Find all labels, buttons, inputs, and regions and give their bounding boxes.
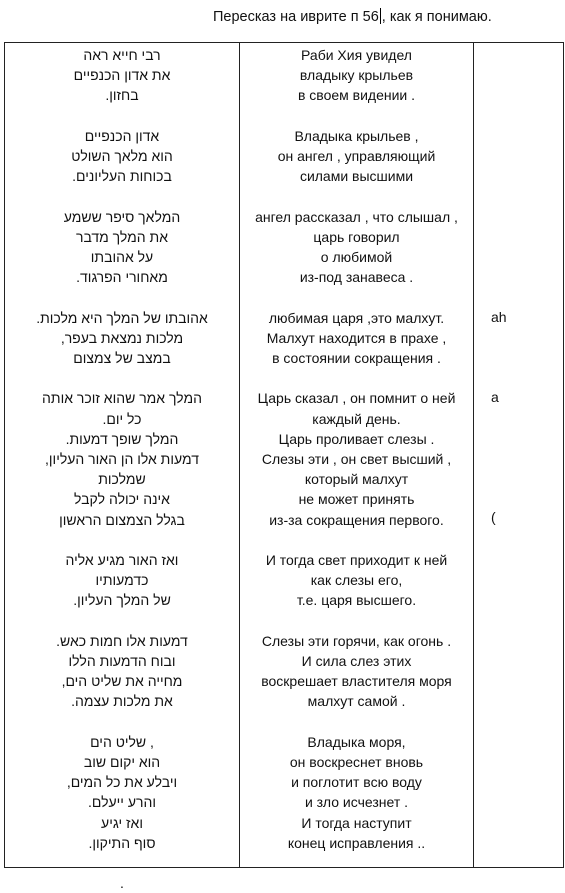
verse-line: של המלך העליון.: [73, 592, 171, 609]
stanza-gap: [5, 106, 239, 126]
english-fragment: (: [491, 509, 496, 526]
verse-line: כדמעותיו: [95, 572, 149, 589]
verse-line: אהובתו של המלך היא מלכות.: [36, 309, 208, 326]
verse-line: ואז האור מגיע אליה: [65, 552, 179, 568]
stanza-gap: [5, 287, 239, 307]
stanza: [240, 388, 473, 529]
stanza: [240, 126, 473, 187]
verse-line: в состоянии сокращения .: [272, 350, 441, 366]
stanza: [240, 45, 473, 106]
verse-line: любимая царя ,это малхут.: [268, 309, 445, 326]
verse-line: малхут самой .: [307, 693, 406, 710]
verse-line: как слезы его,: [310, 572, 403, 589]
verse-line: ויבלע את כל המים,: [66, 774, 178, 791]
verse-line: Царь сказал , он помнит о ней: [257, 390, 456, 407]
english-column-partial: [475, 45, 565, 528]
stanza: [5, 631, 239, 712]
verse-line: את אדון הכנפיים: [73, 67, 171, 84]
verse-line: את המלך מדבר: [75, 228, 169, 245]
verse-line: т.е. царя высшего.: [296, 592, 417, 609]
stanza: [5, 207, 239, 288]
verse-line: он воскреснет вновь: [289, 754, 424, 770]
verse-line: כל יום.: [102, 410, 142, 427]
column-divider-2: [473, 43, 474, 867]
verse-line: из-за сокращения первого.: [269, 511, 444, 528]
stanza: [240, 550, 473, 611]
verse-line: .: [120, 875, 124, 892]
verse-line: רבי חייא ראה: [83, 47, 161, 63]
stanza: [240, 631, 473, 712]
stanza: [240, 207, 473, 288]
verse-line: И тогда свет приходит к ней: [265, 552, 448, 568]
verse-line: סוף התיקון.: [88, 834, 156, 851]
verse-line: Раби Хия увидел: [301, 47, 412, 63]
english-fragment: ah: [491, 309, 507, 325]
verse-line: он ангел , управляющий: [277, 148, 436, 164]
verse-line: в своем видении .: [297, 87, 416, 104]
verse-line: владыку крыльев: [299, 67, 414, 84]
stanza-gap: [5, 712, 239, 732]
verse-line: И сила слез этих: [301, 653, 412, 669]
verse-line: והרע ייעלם.: [88, 794, 156, 811]
stanza-gap: [240, 530, 473, 550]
verse-line: о любимой: [320, 249, 393, 265]
stanza-gap: [5, 853, 239, 873]
verse-line: בחזון.: [105, 87, 139, 104]
stanza: [5, 873, 239, 893]
verse-line: הוא מלאך השולט: [71, 148, 173, 164]
verse-line: המלך שופך דמעות.: [65, 430, 179, 447]
stanza: [5, 732, 239, 853]
stanza-gap: [240, 712, 473, 732]
verse-line: Царь проливает слезы .: [278, 430, 435, 447]
verse-line: מאחורי הפרגוד.: [76, 269, 168, 286]
verse-line: Малхут находится в прахе ,: [266, 329, 447, 346]
verse-line: из-под занавеса .: [299, 269, 414, 286]
heading-text-start: Пересказ на иврите п 56: [213, 9, 379, 25]
verse-line: דמעות אלו חמות כאש.: [56, 632, 188, 649]
verse-line: Слезы эти , он свет высший ,: [261, 451, 452, 467]
verse-line: שמלכות: [98, 471, 146, 488]
stanza-gap: [5, 611, 239, 631]
stanza-gap: [240, 611, 473, 631]
verse-line: הוא יקום שוב: [83, 754, 161, 770]
verse-line: Владыка моря,: [307, 733, 406, 750]
verse-line: מלכות נמצאת בעפר,: [60, 329, 184, 346]
stanza-gap: [5, 186, 239, 206]
verse-line: את מלכות עצמה.: [71, 693, 173, 710]
english-fragment: a: [491, 389, 499, 406]
stanza-gap: [240, 106, 473, 126]
verse-line: царь говорил: [313, 228, 400, 245]
russian-column: [240, 45, 473, 853]
verse-line: Слезы эти горячи, как огонь .: [261, 632, 452, 649]
stanza: [5, 388, 239, 529]
verse-line: אינה יכולה לקבל: [74, 491, 170, 508]
verse-line: и поглотит всю воду: [291, 774, 422, 791]
verse-line: המלך אמר שהוא זוכר אותה: [42, 390, 202, 407]
stanza: [5, 550, 239, 611]
verse-line: который малхут: [304, 471, 409, 488]
stanza-gap: [5, 368, 239, 388]
translation-table: [4, 42, 564, 892]
stanza: [240, 732, 473, 853]
verse-line: воскрешает властителя моря: [261, 673, 452, 690]
stanza-gap: [240, 368, 473, 388]
verse-line: המלאך סיפר ששמע: [63, 208, 181, 225]
verse-line: , שליט הים: [90, 733, 154, 750]
verse-line: ובוח הדמעות הללו: [68, 653, 176, 669]
verse-line: И тогда наступит: [301, 814, 412, 831]
verse-line: בכוחות העליונים.: [72, 168, 172, 185]
verse-line: Владыка крыльев ,: [294, 127, 419, 144]
verse-line: каждый день.: [312, 410, 401, 427]
stanza-gap: [240, 287, 473, 307]
verse-line: אדון הכנפיים: [84, 127, 160, 144]
document-heading: [213, 8, 505, 25]
verse-line: בגלל הצמצום הראשון: [59, 511, 185, 528]
text-cursor: [380, 8, 381, 24]
stanza: [240, 308, 473, 369]
stanza: [5, 45, 239, 106]
stanza: [5, 308, 239, 369]
verse-line: силами высшими: [299, 168, 414, 185]
stanza-gap: [5, 530, 239, 550]
hebrew-column: [5, 45, 239, 893]
verse-line: ангел рассказал , что слышал ,: [255, 208, 458, 225]
stanza: [5, 126, 239, 187]
verse-line: конец исправления ..: [287, 834, 426, 851]
verse-line: על אהובתו: [90, 249, 154, 265]
heading-text-end: , как я понимаю.: [381, 9, 492, 25]
verse-line: דמעות אלו הן האור העליון,: [45, 451, 199, 467]
verse-line: במצב של צמצום: [73, 350, 171, 366]
verse-line: מחייה את שליט הים,: [61, 673, 183, 690]
verse-line: не может принять: [298, 491, 415, 508]
stanza-gap: [240, 186, 473, 206]
verse-line: ואז יגיע: [101, 814, 143, 831]
verse-line: и зло исчезнет .: [304, 794, 409, 811]
